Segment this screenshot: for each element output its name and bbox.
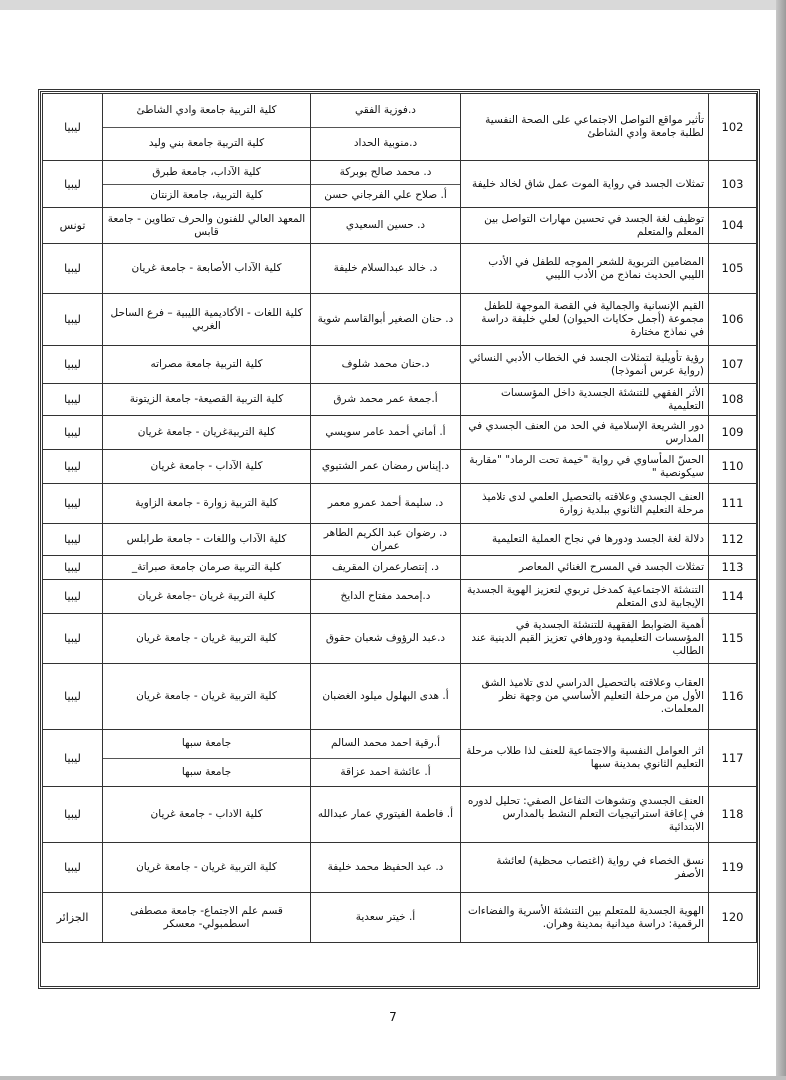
- page-number: 7: [389, 1010, 397, 1024]
- table-row: [43, 730, 757, 787]
- row-number: 106: [709, 294, 757, 346]
- paper-country: ليبيا: [43, 416, 103, 450]
- paper-authors: د. حنان الصغير أبوالقاسم شوية: [311, 294, 461, 346]
- institution-name: جامعة سبها: [103, 758, 310, 787]
- scan-top-edge: [0, 0, 786, 10]
- paper-institutions: كلية التربية القصيعة- جامعة الزيتونة: [103, 384, 311, 416]
- paper-authors: د.حنان محمد شلوف: [311, 346, 461, 384]
- paper-title: دور الشريعة الإسلامية في الحد من العنف الجسدي في المدارس: [461, 416, 709, 450]
- table-row: [43, 450, 757, 484]
- row-number: 103: [709, 161, 757, 208]
- paper-title: التنشئة الاجتماعية كمدخل تربوي لتعزيز الهوية الجسدية الإيجابية لدى المتعلم: [461, 580, 709, 614]
- paper-authors: أ.جمعة عمر محمد شرق: [311, 384, 461, 416]
- author-name: د.منوبية الحداد: [311, 127, 460, 161]
- table-row: [43, 346, 757, 384]
- paper-institutions: كلية التربية غريان - جامعة غريان: [103, 664, 311, 730]
- papers-table-body: [43, 94, 757, 943]
- table-row: [43, 787, 757, 843]
- paper-institutions: قسم علم الاجتماع- جامعة مصطفى اسطمبولي- معسكر: [103, 893, 311, 943]
- table-row: [43, 416, 757, 450]
- row-number: 112: [709, 524, 757, 556]
- row-number: 111: [709, 484, 757, 524]
- paper-country: ليبيا: [43, 244, 103, 294]
- paper-authors: د. رضوان عبد الكريم الطاهر عمران: [311, 524, 461, 556]
- paper-authors: أ. فاطمة الفيتوري عمار عبدالله: [311, 787, 461, 843]
- paper-title: الهوية الجسدية للمتعلم بين التنشئة الأسرية والفضاءات الرقمية: دراسة ميدانية بمدينة وهران.: [461, 893, 709, 943]
- author-name: أ. عائشة احمد عزاقة: [311, 758, 460, 787]
- paper-title: توظيف لغة الجسد في تحسين مهارات التواصل بين المعلم والمتعلم: [461, 208, 709, 244]
- paper-country: ليبيا: [43, 664, 103, 730]
- paper-institutions: كلية اللغات - الأكاديمية الليبية – فرع الساحل الغربي: [103, 294, 311, 346]
- papers-table: [42, 93, 757, 943]
- author-name: أ. صلاح علي الفرجاني حسن: [311, 184, 460, 208]
- paper-country: ليبيا: [43, 384, 103, 416]
- paper-institutions: كلية الآداب الأصابعة - جامعة غريان: [103, 244, 311, 294]
- paper-country: ليبيا: [43, 450, 103, 484]
- institution-name: كلية التربية جامعة وادي الشاطئ: [136, 103, 277, 116]
- paper-title: الأثر الفقهي للتنشئة الجسدية داخل المؤسسات التعليمية: [461, 384, 709, 416]
- paper-institutions: كلية التربيةغريان - جامعة غريان: [103, 416, 311, 450]
- institution-name: كلية التربية، جامعة الزنتان: [103, 184, 310, 208]
- row-number: 102: [709, 94, 757, 161]
- institution-name: كلية التربية جامعة بني وليد: [103, 127, 310, 161]
- paper-country: ليبيا: [43, 580, 103, 614]
- paper-institutions: كلية الآداب واللغات - جامعة طرابلس: [103, 524, 311, 556]
- table-row: [43, 614, 757, 664]
- paper-authors: د.إيناس رمضان عمر الشتيوي: [311, 450, 461, 484]
- row-number: 107: [709, 346, 757, 384]
- paper-country: ليبيا: [43, 730, 103, 787]
- paper-institutions: كلية التربية غريان - جامعة غريان: [103, 614, 311, 664]
- row-number: 104: [709, 208, 757, 244]
- paper-country: ليبيا: [43, 524, 103, 556]
- paper-institutions: كلية التربية غريان -جامعة غريان: [103, 580, 311, 614]
- row-number: 110: [709, 450, 757, 484]
- row-number: 109: [709, 416, 757, 450]
- row-number: 119: [709, 843, 757, 893]
- row-number: 116: [709, 664, 757, 730]
- paper-authors: د. حسين السعيدي: [311, 208, 461, 244]
- paper-authors: د.عبد الرؤوف شعبان حقوق: [311, 614, 461, 664]
- scan-bottom-edge: [0, 1076, 786, 1080]
- table-row: [43, 294, 757, 346]
- paper-authors: د. خالد عبدالسلام خليفة: [311, 244, 461, 294]
- paper-authors: أ. أماني أحمد عامر سويسي: [311, 416, 461, 450]
- paper-country: ليبيا: [43, 294, 103, 346]
- paper-title: تأثير مواقع التواصل الاجتماعي على الصحة النفسية لطلبة جامعة وادي الشاطئ: [461, 94, 709, 161]
- scan-right-edge: [776, 0, 786, 1080]
- paper-authors: د.إمحمد مفتاح الدايخ: [311, 580, 461, 614]
- table-row: [43, 208, 757, 244]
- table-row: [43, 94, 757, 161]
- paper-title: رؤية تأويلية لتمثلات الجسد في الخطاب الأدبي النسائي (رواية عرس أنموذجا): [461, 346, 709, 384]
- paper-title: تمثلات الجسد في رواية الموت عمل شاق لخالد خليفة: [461, 161, 709, 208]
- table-row: [43, 484, 757, 524]
- paper-title: نسق الخصاء في رواية (اغتصاب محظية) لعائشة الأصفر: [461, 843, 709, 893]
- paper-country: تونس: [43, 208, 103, 244]
- paper-title: العقاب وعلاقته بالتحصيل الدراسي لدى تلاميذ الشق الأول من مرحلة التعليم الأساسي من وجهة نظر المعلمات.: [461, 664, 709, 730]
- table-row: [43, 843, 757, 893]
- row-number: 118: [709, 787, 757, 843]
- table-row: [43, 556, 757, 580]
- paper-country: الجزائر: [43, 893, 103, 943]
- paper-country: ليبيا: [43, 614, 103, 664]
- row-number: 115: [709, 614, 757, 664]
- paper-institutions: [103, 94, 311, 161]
- paper-title: الحسّ المأساوي في رواية "خيمة تحت الرماد" "مقاربة سيكونصية ": [461, 450, 709, 484]
- row-number: 120: [709, 893, 757, 943]
- table-row: [43, 893, 757, 943]
- table-row: [43, 244, 757, 294]
- paper-country: ليبيا: [43, 484, 103, 524]
- paper-authors: د. سليمة أحمد عمرو معمر: [311, 484, 461, 524]
- paper-institutions: [103, 161, 311, 208]
- row-number: 105: [709, 244, 757, 294]
- table-row: [43, 524, 757, 556]
- table-row: [43, 664, 757, 730]
- paper-title: اثر العوامل النفسية والاجتماعية للعنف لذا طلاب مرحلة التعليم الثانوي بمدينة سبها: [461, 730, 709, 787]
- table-row: [43, 384, 757, 416]
- paper-country: ليبيا: [43, 556, 103, 580]
- row-number: 114: [709, 580, 757, 614]
- paper-authors: أ. خيتر سعدية: [311, 893, 461, 943]
- paper-institutions: كلية الاداب - جامعة غريان: [103, 787, 311, 843]
- row-number: 108: [709, 384, 757, 416]
- paper-institutions: كلية التربية غريان - جامعة غريان: [103, 843, 311, 893]
- paper-institutions: كلية التربية صرمان جامعة صبراتة_: [103, 556, 311, 580]
- paper-country: ليبيا: [43, 787, 103, 843]
- paper-institutions: [103, 730, 311, 787]
- paper-title: تمثلات الجسد في المسرح الغنائي المعاصر: [461, 556, 709, 580]
- paper-authors: أ. هدى البهلول ميلود الغضبان: [311, 664, 461, 730]
- paper-authors: [311, 730, 461, 787]
- paper-title: العنف الجسدي وعلاقته بالتحصيل العلمي لدى تلاميذ مرحلة التعليم الثانوي ببلدية زوارة: [461, 484, 709, 524]
- paper-title: العنف الجسدي وتشوهات التفاعل الصفي: تحليل لدوره في إعاقة استراتيجيات التعلم النشط بالمدارس الابتدائية: [461, 787, 709, 843]
- paper-authors: [311, 161, 461, 208]
- paper-authors: د. إنتصارعمران المقريف: [311, 556, 461, 580]
- author-name: د.فوزية الفقي: [355, 103, 416, 116]
- paper-title: المضامين التربوية للشعر الموجه للطفل في الأدب الليبي الحديث نماذج من الأدب الليبي: [461, 244, 709, 294]
- row-number: 113: [709, 556, 757, 580]
- paper-authors: [311, 94, 461, 161]
- paper-country: ليبيا: [43, 843, 103, 893]
- paper-authors: د. عبد الحفيظ محمد خليفة: [311, 843, 461, 893]
- paper-title: دلالة لغة الجسد ودورها في نجاح العملية التعليمية: [461, 524, 709, 556]
- paper-institutions: المعهد العالي للفنون والحرف تطاوين - جامعة قابس: [103, 208, 311, 244]
- author-name: أ.رقية احمد محمد السالم: [331, 737, 440, 750]
- row-number: 117: [709, 730, 757, 787]
- institution-name: كلية الآداب، جامعة طبرق: [152, 165, 261, 178]
- institution-name: جامعة سبها: [181, 737, 232, 750]
- author-name: د. محمد صالح بوبركة: [339, 165, 432, 178]
- paper-institutions: كلية الآداب - جامعة غريان: [103, 450, 311, 484]
- table-row: [43, 580, 757, 614]
- paper-institutions: كلية التربية زوارة - جامعة الزاوية: [103, 484, 311, 524]
- paper-country: ليبيا: [43, 94, 103, 161]
- paper-title: القيم الإنسانية والجمالية في القصة الموجهة للطفل مجموعة (أجمل حكايات الحيوان) لعلي خليفة دراسة في نماذج مختارة: [461, 294, 709, 346]
- paper-country: ليبيا: [43, 161, 103, 208]
- paper-country: ليبيا: [43, 346, 103, 384]
- table-row: [43, 161, 757, 208]
- paper-title: أهمية الضوابط الفقهية للتنشئة الجسدية في المؤسسات التعليمية ودورهافي تعزيز القيم الدينية عند الطالب: [461, 614, 709, 664]
- paper-institutions: كلية التربية جامعة مصراته: [103, 346, 311, 384]
